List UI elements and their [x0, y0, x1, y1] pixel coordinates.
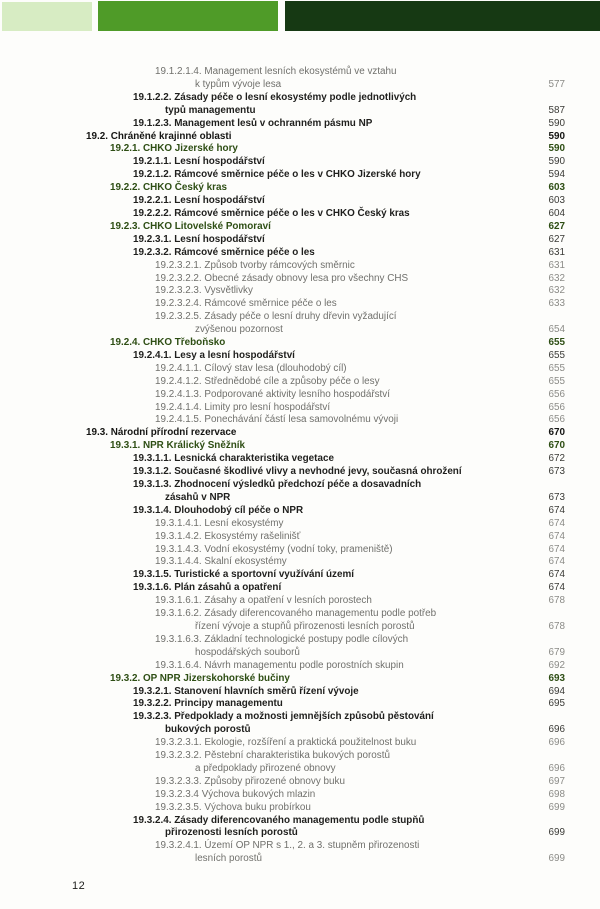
toc-entry-number: 19.3.1.4.2.	[155, 530, 202, 542]
toc-entry-page: 632	[548, 285, 565, 297]
header-band-dark-green	[285, 1, 600, 31]
toc-entry	[0, 92, 565, 118]
toc-entry-title: Zásahy a opatření v lesních porostech	[204, 595, 372, 607]
toc-entry	[0, 660, 565, 673]
toc-entry	[0, 221, 565, 234]
toc-entry-number: 19.3.2.3.3.	[155, 775, 202, 787]
toc-entry-title: Plán zásahů a opatření	[174, 582, 282, 594]
toc-entry-title: Zhodnocení výsledků předchozí péče a dosavadních	[174, 479, 422, 490]
toc-entry-page: 674	[548, 556, 565, 568]
toc-entry-number: 19.3.2.3.2.	[155, 750, 202, 762]
toc-entry-page: 631	[548, 246, 565, 258]
toc-entry	[0, 156, 565, 169]
toc-entry-title: Způsob tvorby rámcových směrnic	[204, 259, 355, 271]
toc-entry	[0, 427, 565, 440]
toc-entry-number: 19.2.4.1.3.	[155, 388, 202, 400]
toc-entry-page: 631	[548, 259, 565, 271]
toc-entry	[0, 750, 565, 776]
toc-entry-title: Vodní ekosystémy (vodní toky, prameniště)	[204, 543, 393, 555]
toc-entry-title: Území OP NPR s 1., 2. a 3. stupněm přirozenosti	[204, 840, 420, 852]
toc-entry	[0, 169, 565, 182]
toc-entry-title: Výchova buku probírkou	[204, 801, 311, 813]
toc-entry-title: Limity pro lesní hospodářství	[204, 401, 331, 413]
toc-entry-page: 678	[548, 620, 565, 632]
toc-entry-page: 694	[548, 685, 565, 697]
toc-entry-title: Lesnická charakteristika vegetace	[174, 453, 334, 465]
toc-entry-title-continuation: řízení vývoje a stupňů přirozenosti lesních porostů	[195, 620, 415, 632]
toc-entry-page: 577	[548, 78, 565, 90]
toc-entry	[0, 311, 565, 337]
toc-entry-title: Lesní hospodářství	[174, 195, 265, 207]
toc-entry-number: 19.3.2.3.5.	[155, 801, 202, 813]
toc-entry-page: 699	[548, 827, 565, 839]
toc-entry-number: 19.3.1.6.1.	[155, 595, 202, 607]
toc-entry	[0, 698, 565, 711]
toc-entry	[0, 802, 565, 815]
toc-entry	[0, 544, 565, 557]
toc-entry-title: Management lesních ekosystémů ve vztahu	[204, 66, 397, 77]
toc-entry	[0, 505, 565, 518]
toc-entry-number: 19.2.2.1.	[133, 195, 172, 207]
toc-entry-title-continuation: a předpoklady přirozené obnovy	[195, 762, 336, 774]
toc-entry	[0, 479, 565, 505]
toc-entry-number: 19.3.2.3.1.	[155, 737, 202, 749]
toc-entry-page: 674	[548, 543, 565, 555]
toc-entry-title: Současné škodlivé vlivy a nevhodné jevy, současná ohrožení	[174, 466, 462, 478]
toc-entry-page: 674	[548, 517, 565, 529]
toc-entry-page: 656	[548, 401, 565, 413]
toc-entry-page: 656	[548, 388, 565, 400]
toc-entry	[0, 673, 565, 686]
toc-entry-page: 594	[548, 169, 565, 181]
toc-entry-title: Zásady diferencovaného managementu podle potřeb	[204, 608, 437, 620]
toc-entry-title-continuation: hospodářských souborů	[195, 646, 300, 658]
toc-entry-number: 19.3.1.6.2.	[155, 608, 202, 620]
toc-entry-title: Ponechávání částí lesa samovolnému vývoji	[204, 414, 399, 426]
toc-entry-page: 698	[548, 788, 565, 800]
toc-entry-number: 19.3.2.3.4	[155, 788, 199, 800]
toc-entry	[0, 260, 565, 273]
toc-entry-page: 696	[548, 737, 565, 749]
toc-entry-title: Zásady péče o lesní druhy dřevin vyžadující	[204, 311, 397, 323]
toc-entry-title: Zásady diferencovaného managementu podle stupňů	[174, 814, 425, 826]
toc-entry-page: 656	[548, 414, 565, 426]
toc-entry-title: CHKO Český kras	[142, 182, 227, 194]
toc-entry	[0, 776, 565, 789]
toc-entry-number: 19.2.3.2.5.	[155, 311, 202, 323]
toc-entry	[0, 402, 565, 415]
toc-entry-number: 19.2.3.	[110, 220, 141, 232]
toc-entry-number: 19.3.1.4.1.	[155, 517, 202, 529]
toc-entry-page: 633	[548, 298, 565, 310]
toc-entry-title-continuation: k typům vývoje lesa	[195, 78, 282, 90]
toc-entry-number: 19.1.2.2.	[133, 91, 172, 103]
toc-entry-number: 19.1.2.1.4.	[155, 66, 202, 77]
toc-entry-number: 19.3.2.	[110, 672, 141, 684]
toc-entry	[0, 350, 565, 363]
toc-entry-number: 19.3.1.4.4.	[155, 556, 202, 568]
toc-entry-page: 590	[548, 143, 565, 155]
toc-entry-page: 670	[548, 440, 565, 452]
toc-entry-number: 19.2.3.2.3.	[155, 285, 202, 297]
toc-entry	[0, 531, 565, 544]
toc-entry-page: 674	[548, 530, 565, 542]
toc-entry	[0, 414, 565, 427]
toc-entry-title: Rámcové směrnice péče o les	[204, 298, 337, 310]
toc-entry-number: 19.2.2.2.	[133, 207, 172, 219]
toc-entry	[0, 285, 565, 298]
toc-entry-number: 19.3.2.1.	[133, 685, 172, 697]
toc-entry-title: Turistické a sportovní využívání území	[174, 569, 355, 581]
toc-entry-number: 19.2.4.	[110, 337, 141, 349]
toc-entry-title: Lesní ekosystémy	[204, 517, 284, 529]
toc-entry-title: Podporované aktivity lesního hospodářství	[204, 388, 390, 400]
toc-entry-page: 587	[548, 104, 565, 116]
toc-entry-page: 699	[548, 853, 565, 865]
toc-entry-page: 679	[548, 646, 565, 658]
toc-entry	[0, 376, 565, 389]
toc-entry-title: Cílový stav lesa (dlouhodobý cíl)	[204, 362, 347, 374]
toc-entry-title: Chráněné krajinné oblasti	[110, 130, 232, 142]
toc-entry-title: Ekologie, rozšíření a praktická použitelnost buku	[204, 737, 417, 749]
toc-entry	[0, 337, 565, 350]
toc-entry	[0, 815, 565, 841]
toc-entry-title: Střednědobé cíle a způsoby péče o lesy	[204, 375, 380, 387]
toc-entry	[0, 737, 565, 750]
toc-entry	[0, 247, 565, 260]
toc-entry-number: 19.2.3.2.1.	[155, 259, 202, 271]
toc-entry-number: 19.3.1.6.	[133, 582, 172, 594]
toc-entry-title: OP NPR Jizerskohorské bučiny	[142, 672, 290, 684]
toc-entry	[0, 273, 565, 286]
toc-entry-title: Pěstební charakteristika bukových porostů	[204, 750, 390, 762]
toc-entry-title: Lesy a lesní hospodářství	[174, 349, 295, 361]
toc-entry-title: Národní přírodní rezervace	[110, 427, 237, 439]
toc-entry-page: 632	[548, 272, 565, 284]
toc-entry-title-continuation: bukových porostů	[165, 724, 251, 736]
toc-entry-page: 673	[548, 491, 565, 503]
toc-entry-page: 672	[548, 453, 565, 465]
toc-entry	[0, 234, 565, 247]
toc-entry-title: CHKO Litovelské Pomoraví	[142, 220, 271, 232]
table-of-contents	[0, 66, 565, 866]
toc-entry-page: 655	[548, 375, 565, 387]
page-number: 12	[72, 880, 86, 892]
toc-entry-number: 19.2.2.	[110, 182, 141, 194]
toc-entry-number: 19.3.2.3.	[133, 711, 172, 723]
toc-entry-title: Rámcové směrnice péče o les v CHKO Jizerské hory	[174, 169, 421, 181]
toc-entry-title: Obecné zásady obnovy lesa pro všechny CHS	[204, 272, 409, 284]
toc-entry-title: Lesní hospodářství	[174, 233, 265, 245]
toc-entry-title: Lesní hospodářství	[174, 156, 265, 168]
toc-entry-number: 19.3.1.2.	[133, 466, 172, 478]
toc-entry-page: 692	[548, 659, 565, 671]
toc-entry	[0, 298, 565, 311]
toc-entry-title: Ekosystémy rašelinišť	[204, 530, 301, 542]
toc-entry-title: CHKO Třeboňsko	[142, 337, 226, 349]
toc-entry-number: 19.2.3.2.2.	[155, 272, 202, 284]
toc-entry-page: 693	[548, 672, 565, 684]
toc-entry-page: 674	[548, 582, 565, 594]
toc-entry	[0, 608, 565, 634]
toc-entry-title: Skalní ekosystémy	[204, 556, 287, 568]
toc-entry-page: 655	[548, 337, 565, 349]
toc-entry-page: 627	[548, 220, 565, 232]
toc-entry	[0, 143, 565, 156]
toc-entry	[0, 66, 565, 92]
toc-entry-number: 19.1.2.3.	[133, 117, 172, 129]
toc-entry-page: 696	[548, 724, 565, 736]
toc-entry-title: Dlouhodobý cíl péče o NPR	[174, 504, 304, 516]
toc-entry-number: 19.3.1.6.4.	[155, 659, 202, 671]
toc-entry	[0, 118, 565, 131]
toc-entry-number: 19.3.1.3.	[133, 479, 172, 490]
toc-entry-title: Rámcové směrnice péče o les v CHKO Český kras	[174, 207, 410, 219]
header-band-medium-green	[98, 1, 278, 31]
toc-entry-page: 696	[548, 762, 565, 774]
toc-entry-number: 19.3.1.5.	[133, 569, 172, 581]
toc-entry-number: 19.3.1.4.	[133, 504, 172, 516]
toc-entry-page: 655	[548, 362, 565, 374]
header-band-light-green	[2, 2, 92, 31]
toc-entry-title: CHKO Jizerské hory	[142, 143, 238, 155]
toc-entry-number: 19.3.2.4.1.	[155, 840, 202, 852]
header-band	[0, 0, 600, 32]
toc-entry-page: 674	[548, 504, 565, 516]
toc-entry-page: 627	[548, 233, 565, 245]
toc-entry	[0, 453, 565, 466]
toc-entry-number: 19.2.3.1.	[133, 233, 172, 245]
toc-entry	[0, 208, 565, 221]
toc-entry-title: Stanovení hlavních směrů řízení vývoje	[174, 685, 359, 697]
toc-entry-page: 699	[548, 801, 565, 813]
toc-entry	[0, 840, 565, 866]
toc-entry-title: Zásady péče o lesní ekosystémy podle jednotlivých	[174, 91, 417, 103]
toc-entry-title: Způsoby přirozené obnovy buku	[204, 775, 345, 787]
toc-entry-page: 678	[548, 595, 565, 607]
toc-entry-page: 697	[548, 775, 565, 787]
toc-entry-number: 19.2.4.1.4.	[155, 401, 202, 413]
toc-entry	[0, 389, 565, 402]
toc-entry-page: 603	[548, 182, 565, 194]
toc-entry-number: 19.3.	[86, 427, 108, 439]
toc-entry-number: 19.3.1.4.3.	[155, 543, 202, 555]
toc-entry-title-continuation: lesních porostů	[195, 853, 262, 865]
toc-entry	[0, 466, 565, 479]
toc-entry-page: 590	[548, 130, 565, 142]
toc-entry-number: 19.2.1.1.	[133, 156, 172, 168]
toc-entry-title: Návrh managementu podle porostních skupin	[204, 659, 404, 671]
toc-entry-title: Management lesů v ochranném pásmu NP	[174, 117, 373, 129]
toc-entry-page: 590	[548, 156, 565, 168]
toc-entry-page: 654	[548, 324, 565, 336]
toc-entry-title: Výchova bukových mlazin	[201, 788, 316, 800]
toc-entry	[0, 131, 565, 144]
toc-entry-number: 19.2.1.	[110, 143, 141, 155]
toc-entry-title: Principy managementu	[174, 698, 283, 710]
toc-entry-number: 19.3.1.	[110, 440, 141, 452]
toc-entry	[0, 556, 565, 569]
toc-entry-title: Vysvětlivky	[204, 285, 253, 297]
toc-entry	[0, 789, 565, 802]
toc-entry-page: 655	[548, 349, 565, 361]
toc-entry	[0, 363, 565, 376]
toc-entry-page: 590	[548, 117, 565, 129]
toc-entry-page: 604	[548, 207, 565, 219]
toc-entry-number: 19.3.1.6.3.	[155, 633, 202, 645]
toc-entry-title-continuation: typů managementu	[165, 104, 256, 116]
toc-entry-number: 19.2.4.1.1.	[155, 362, 202, 374]
toc-entry	[0, 440, 565, 453]
toc-entry	[0, 595, 565, 608]
toc-entry-title: Předpoklady a možnosti jemnějších způsobů pěstování	[174, 711, 434, 723]
toc-entry	[0, 518, 565, 531]
toc-entry	[0, 582, 565, 595]
toc-entry-number: 19.2.3.2.	[133, 246, 172, 258]
toc-entry-number: 19.2.4.1.2.	[155, 375, 202, 387]
toc-entry-title: Základní technologické postupy podle cílových	[204, 633, 409, 645]
toc-entry-number: 19.3.1.1.	[133, 453, 172, 465]
toc-entry	[0, 182, 565, 195]
toc-entry	[0, 195, 565, 208]
toc-entry	[0, 634, 565, 660]
toc-entry-page: 674	[548, 569, 565, 581]
toc-entry-number: 19.3.2.2.	[133, 698, 172, 710]
toc-entry-page: 695	[548, 698, 565, 710]
toc-entry-page: 670	[548, 427, 565, 439]
toc-entry	[0, 711, 565, 737]
toc-entry	[0, 686, 565, 699]
toc-entry-title: Rámcové směrnice péče o les	[174, 246, 315, 258]
toc-entry-number: 19.2.3.2.4.	[155, 298, 202, 310]
toc-entry-number: 19.2.	[86, 130, 108, 142]
toc-entry-page: 673	[548, 466, 565, 478]
toc-entry-number: 19.3.2.4.	[133, 814, 172, 826]
toc-entry-title-continuation: zásahů v NPR	[165, 491, 231, 503]
toc-entry	[0, 569, 565, 582]
toc-entry-title-continuation: přirozenosti lesních porostů	[165, 827, 298, 839]
toc-entry-number: 19.2.4.1.5.	[155, 414, 202, 426]
toc-entry-title-continuation: zvýšenou pozornost	[195, 324, 283, 336]
toc-entry-number: 19.2.4.1.	[133, 349, 172, 361]
toc-entry-number: 19.2.1.2.	[133, 169, 172, 181]
toc-entry-title: NPR Králický Sněžník	[142, 440, 246, 452]
toc-entry-page: 603	[548, 195, 565, 207]
